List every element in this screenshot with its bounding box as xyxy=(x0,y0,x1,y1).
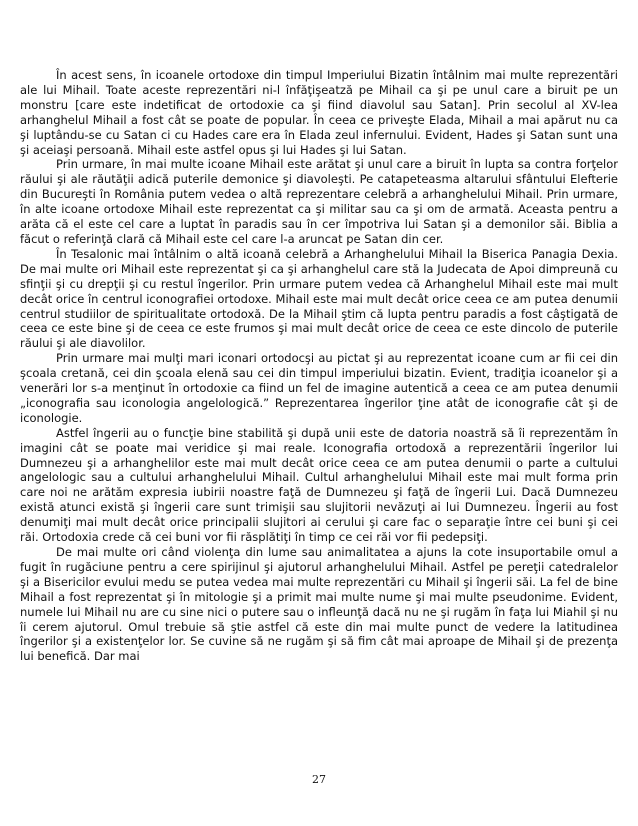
page-number: 27 xyxy=(312,773,326,786)
paragraph-6: De mai multe ori când violenţa din lume sau animalitatea a ajuns la cote insuportabile omul a fugit în rugăciune pentru a cere spirijinul şi ajutorul arhanghelului Mihail. Astfel pe pereţii catedralelor şi a Bisericilor evului medu se putea vedea mai multe reprezentări cu Mihail şi îngerii săi. La fel de bine Mihail a fost reprezentat şi în mitologie şi a primit mai multe nume şi mai multe pseudonime. Evident, numele lui Mihail nu are cu sine nici o putere sau o infleunţă dacă nu ne şi rugăm în faţa lui Miahil şi nu îi cerem ajutorul. Omul trebuie să ştie astfel că este din mai multe punct de vedere la latitudinea îngerilor şi a existenţelor lor. Se cuvine să ne rugăm şi să fim cât mai aproape de Mihail şi de prezenţa lui benefică. Dar mai xyxy=(20,545,618,664)
paragraph-4: Prin urmare mai mulţi mari iconari ortodocşi au pictat şi au reprezentat icoane cum ar fii cei din şcoala cretană, cei din şcoala elenă sau cei din timpul imperiului bizatin. Evient, tradiţia icoanelor şi a venerări lor s-a menţinut în ortodoxie ca fiind un fel de imagine autentică a ceea ce am putea denumii „iconografia sau iconologia angelologică.” Reprezentarea îngerilor ţine atât de iconografie cât şi de iconologie. xyxy=(20,351,618,425)
paragraph-2: Prin urmare, în mai multe icoane Mihail este arătat şi unul care a biruit în lupta sa contra forţelor răului şi ale răutăţii adică puterile demonice şi diavoleşti. Pe catapeteasma altarului sfântului Elefterie din Bucureşti în România putem vedea o altă reprezentare celebră a arhanghelului Mihail. Prin urmare, în alte icoane ortodoxe Mihail este reprezentat ca şi militar sau ca şi om de armată. Aceasta pentru a arăta că el este cel care a luptat în paradis sau în cer împotriva lui Satan şi a demonilor săi. Biblia a făcut o referinţă clară că Mihail este cel care l-a aruncat pe Satan din cer. xyxy=(20,157,618,246)
body-text xyxy=(20,68,618,664)
paragraph-5: Astfel îngerii au o funcţie bine stabilită şi după unii este de datoria noastră să îi reprezentăm în imagini cât se poate mai veridice şi mai reale. Iconografia ortodoxă a reprezentării îngerilor lui Dumnezeu şi a arhanghelilor este mai mult decât orice ceea ce am putea denumii o parte a cultului angelologic sau a cultului arhanghelului Mihail. Cultul arhanghelului Mihail este mai mult forma prin care noi ne arătăm expresia iubirii noastre faţă de Dumnezeu şi faţă de îngerii Lui. Dacă Dumnezeu există atunci există şi îngerii care sunt trimişii sau slujitorii nevăzuţi ai lui Dumnezeu. Îngerii au fost denumiţi mai mult decât orice principalii slujitori ai cerului şi care fac o separaţie între cei buni şi cei răi. Ortodoxia crede că cei buni vor fii răsplătiţi în timp ce cei răi vor fii pedepsiţi. xyxy=(20,425,618,545)
paragraph-1: În acest sens, în icoanele ortodoxe din timpul Imperiului Bizatin întâlnim mai multe reprezentări ale lui Mihail. Toate aceste reprezentări ni-l înfăţişeatză pe Mihail ca şi pe unul care a biruit pe un monstru [care este indetificat de ortodoxie ca şi fiind diavolul sau Satan]. Prin secolul al XV-lea arhanghelul Mihail a fost cât se poate de popular. În ceea ce priveşte Elada, Mihail a mai apărut nu ca şi luptându-se cu Satan ci cu Hades care era în Elada zeul infernului. Evident, Hades şi Satan sunt una şi aceiaşi persoană. Mihail este astfel opus şi lui Hades şi lui Satan. xyxy=(20,68,618,157)
paragraph-3: În Tesalonic mai întâlnim o altă icoană celebră a Arhanghelului Mihail la Biserica Panagia Dexia. De mai multe ori Mihail este reprezentat şi ca şi arhanghelul care stă la Judecata de Apoi dimpreună cu sfinţii şi cu drepţii şi cu restul îngerilor. Prin urmare putem vedea că Arhanghelul Mihail este mai mult decât orice în centrul iconografiei ortodoxe. Mihail este mai mult decât orice ceea ce am putea denumii centrul studiilor de spiritualitate ortodoxă. De la Mihail ştim că lupta pentru paradis a fost câştigată de ceea ce este bine şi de ceea ce este frumos şi mai mult decât orice de ceea ce este dincolo de puterile răului şi ale diavolilor. xyxy=(20,246,618,351)
